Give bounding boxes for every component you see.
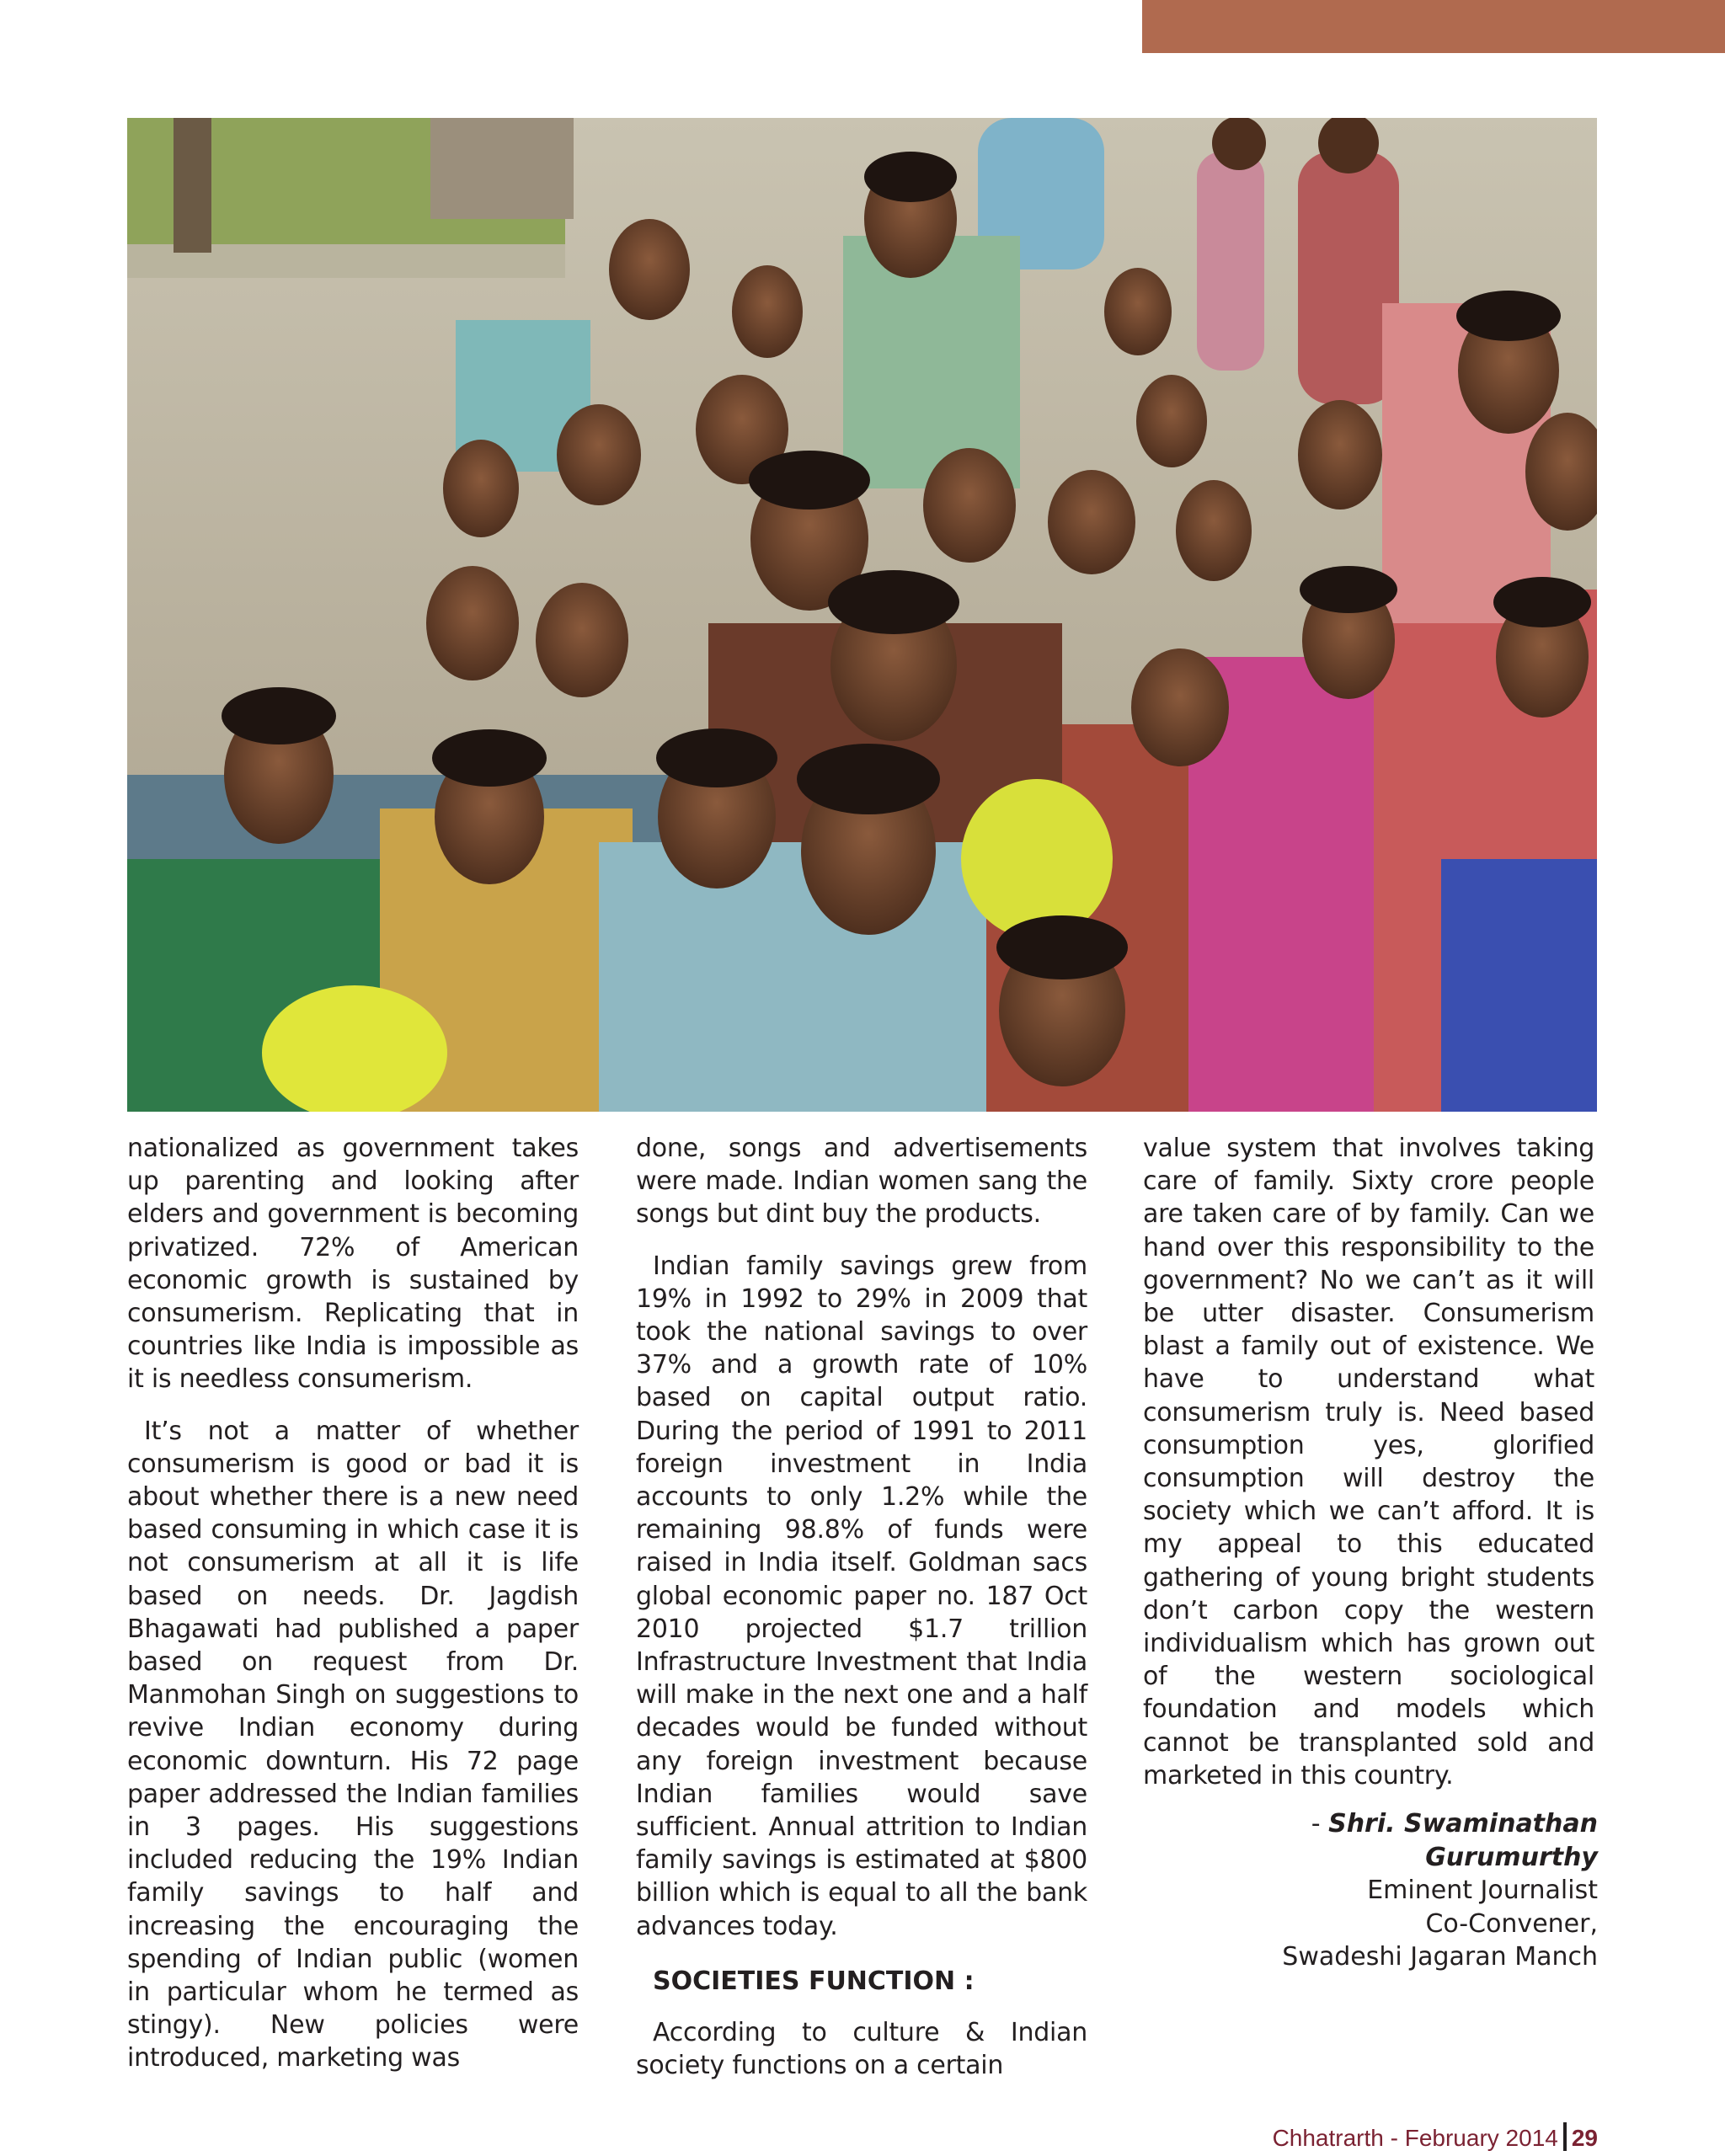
paragraph: done, songs and advertisements were made. Indian women sang the songs but dint buy the products. <box>636 1134 1087 1230</box>
author-name: Shri. Swaminathan Gurumurthy <box>1328 1809 1598 1872</box>
top-accent-bar <box>1142 0 1725 53</box>
author-name-line <box>1143 1807 1598 1874</box>
photo-illustration <box>127 118 1597 1112</box>
text-column-1 <box>127 1132 579 2075</box>
section-heading: SOCIETIES FUNCTION : <box>653 1966 975 1996</box>
paragraph: Indian family savings grew from 19% in 1992 to 29% in 2009 that took the national savings to over 37% and a growth rate of 10% based on capital output ratio. During the period of 1991 to 2011 foreign investment in India accounts to only 1.2% while the remaining 98.8% of funds were raised in India itself. Goldman sacs global economic paper no. 187 Oct 2010 projected $1.7 trillion Infrastructure Investment that India will make in the next one and a half decades would be funded without any foreign investment because Indian families would save sufficient. Annual attrition to Indian family savings is estimated at $800 billion which is equal to all the bank advances today. <box>636 1251 1087 1941</box>
page-footer <box>1179 2122 1598 2152</box>
paragraph: nationalized as government takes up parenting and looking after elders and government is becoming privatized. 72% of American economic growth is sustained by consumerism. Replicating that in countries like India is impossible as it is needless consumerism. <box>127 1134 579 1395</box>
paragraph: value system that involves taking care of family. Sixty crore people are taken care of by family. Can we hand over this responsibility to the government? No we can’t as it will be utter disaster. Consumerism blast a family out of existence. We have to understand what consumerism truly is. Need based consumption yes, glorified consumption will destroy the society which we can’t afford. It is my appeal to this educated gathering of young bright students don’t carbon copy the western individualism which has grown out of the western sociological foundation and models which cannot be transplanted sold and marketed in this country. <box>1143 1134 1594 1790</box>
author-organization: Swadeshi Jagaran Manch <box>1282 1942 1598 1972</box>
author-dash: - <box>1311 1809 1329 1838</box>
text-column-3 <box>1143 1132 1594 1792</box>
author-signature <box>1143 1807 1598 1974</box>
page-number: 29 <box>1571 2125 1598 2151</box>
publication-name: Chhatrarth - February 2014 <box>1272 2125 1558 2151</box>
footer-separator <box>1563 2122 1567 2151</box>
children-group-photo <box>127 118 1597 1112</box>
author-role: Co-Convener, <box>1425 1908 1598 1939</box>
text-column-2 <box>636 1132 1087 2082</box>
author-title: Eminent Journalist <box>1367 1876 1598 1905</box>
paragraph: According to culture & Indian society functions on a certain <box>636 2018 1087 2081</box>
paragraph: It’s not a matter of whether consumerism is good or bad it is about whether there is a new need based consuming in which case it is not consumerism at all it is life based on needs. Dr. Jagdish Bhagawati had published a paper based on request from Dr. Manmohan Singh on suggestions to revive Indian economy during economic downturn. His 72 page paper addressed the Indian families in 3 pages. His suggestions included reducing the 19% Indian family savings to half and increasing the encouraging the spending of Indian public (women in particular whom he termed as stingy). New policies were introduced, marketing was <box>127 1416 579 2073</box>
